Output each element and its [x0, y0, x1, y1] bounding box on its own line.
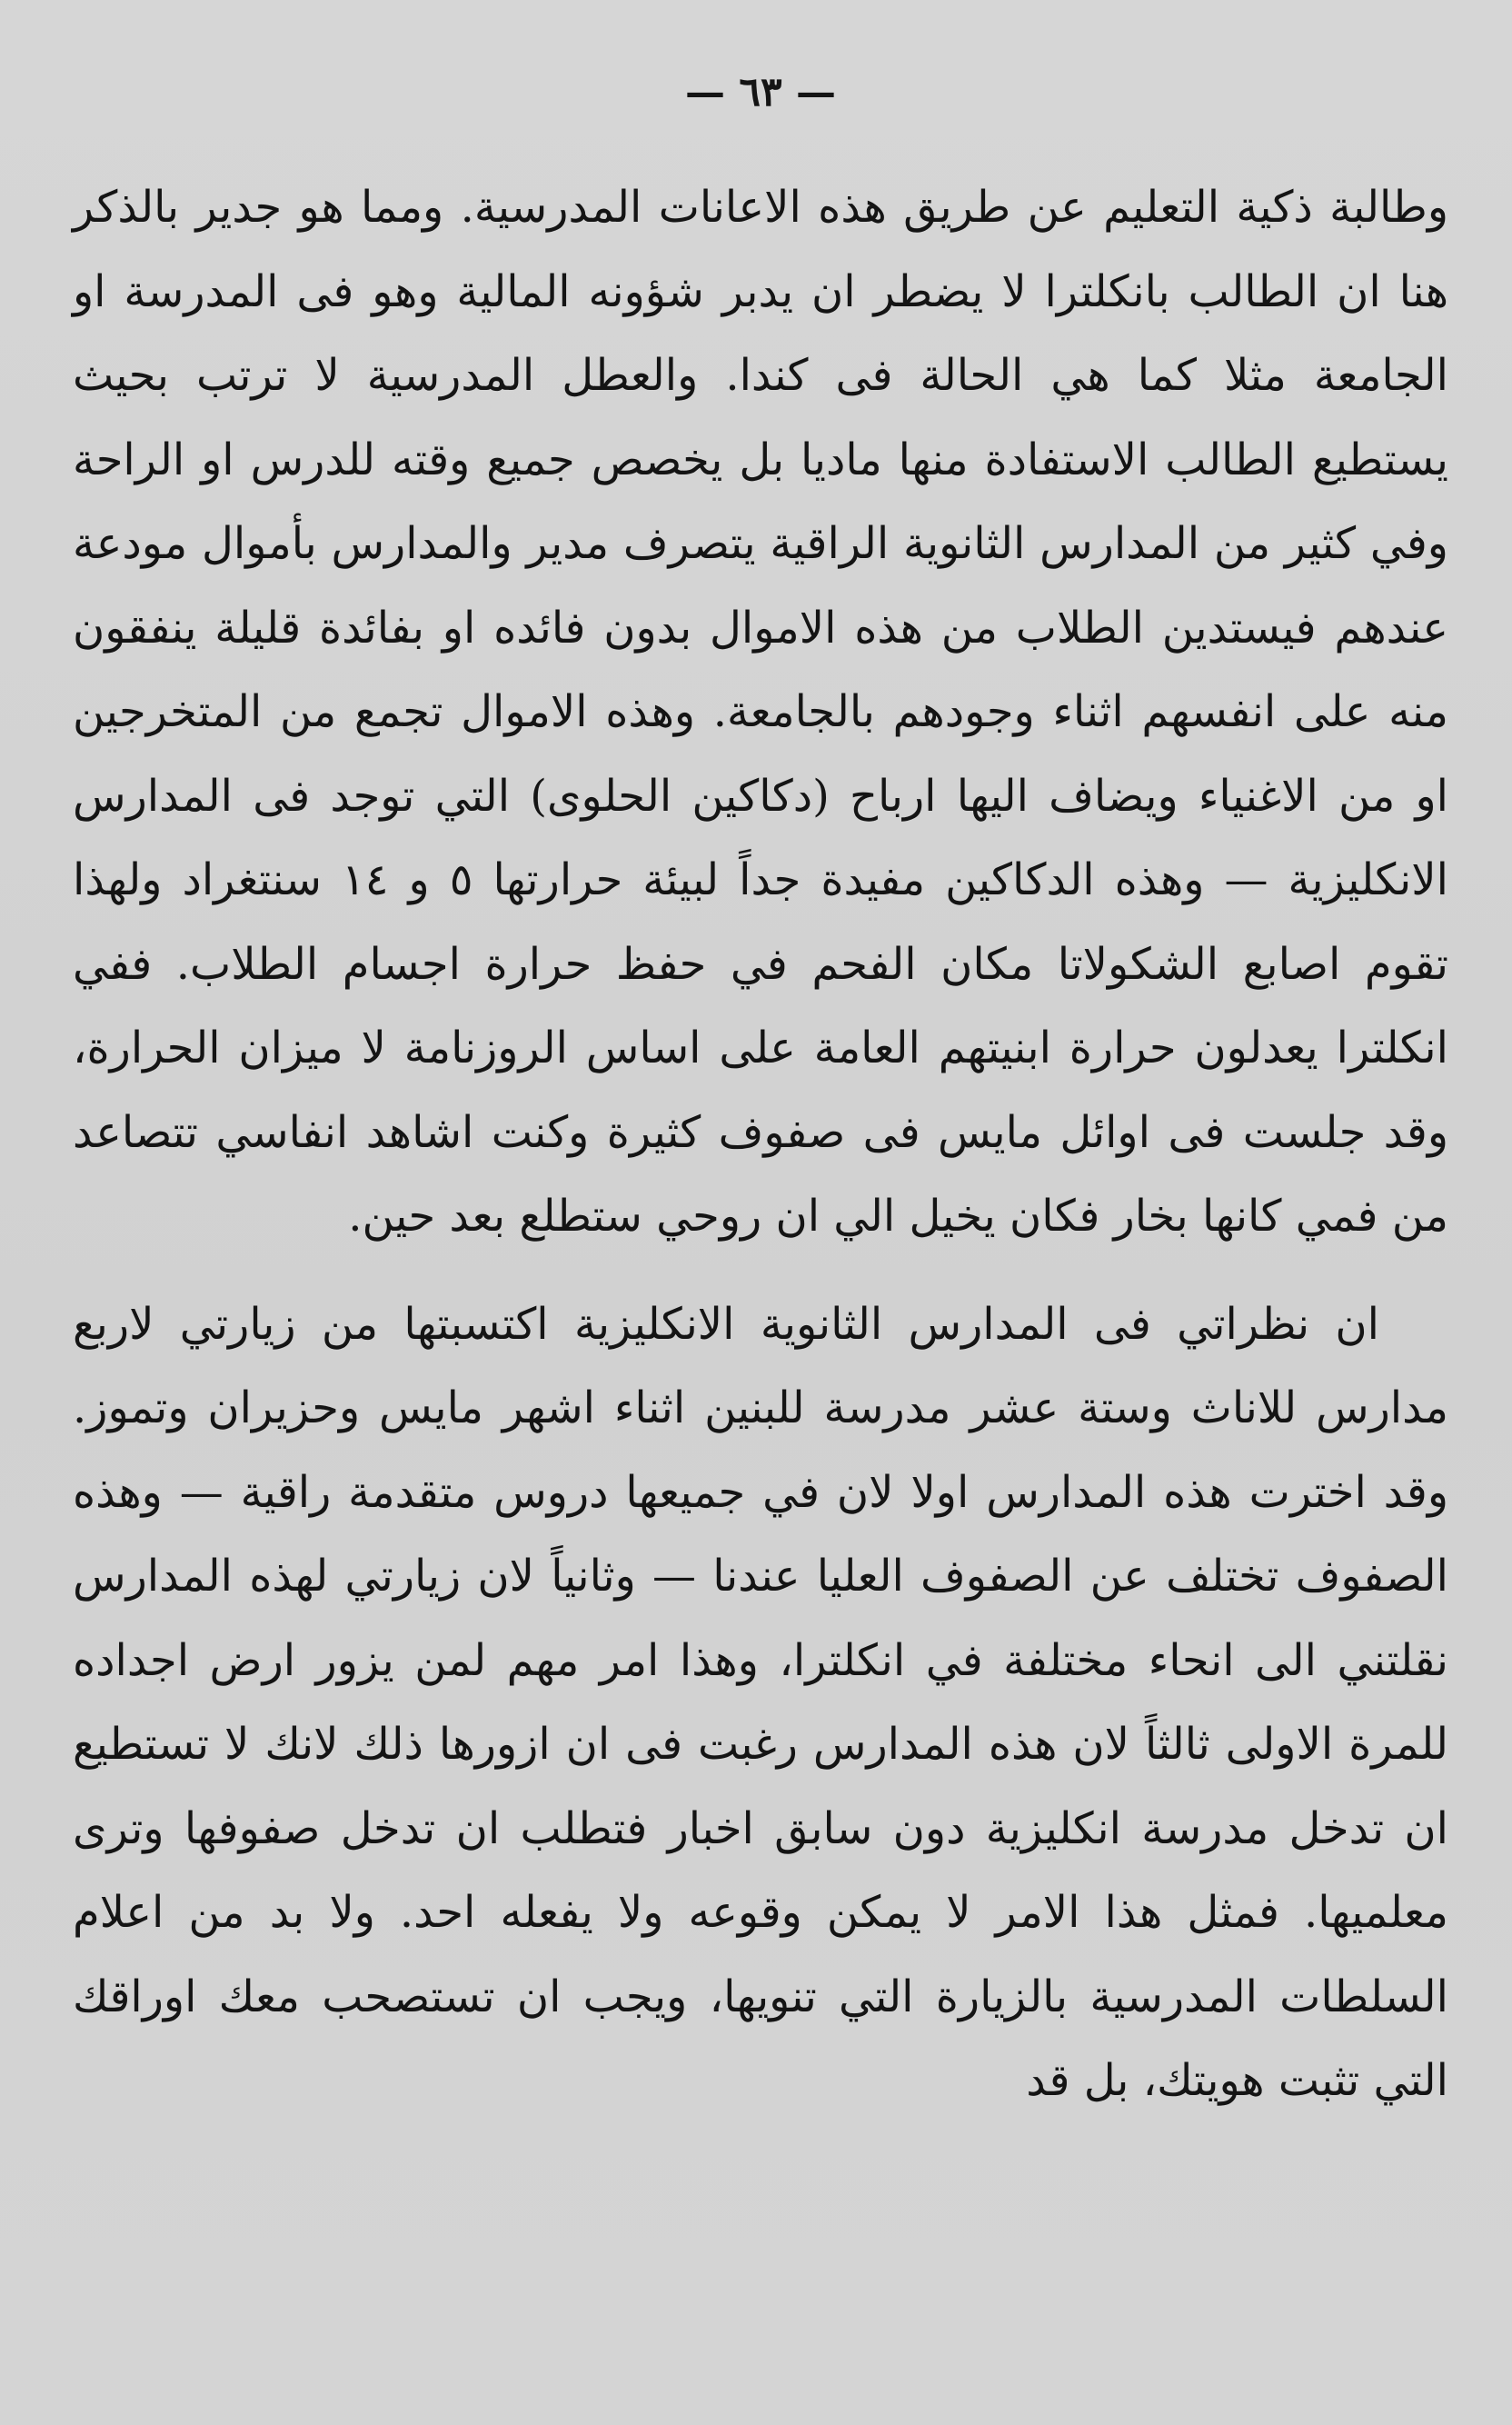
paragraph-1: وطالبة ذكية التعليم عن طريق هذه الاعانات المدرسية. ومما هو جدير بالذكر هنا ان الطالب بانكلترا لا يضطر ان يدبر شؤونه المالية وهو فى المدرسة او الجامعة مثلا كما هي الحالة فى كندا. والعطل المدرسية لا ترتب بحيث يستطيع الطالب الاستفادة منها ماديا بل يخصص جميع وقته للدرس او الراحة وفي كثير من المدارس الثانوية الراقية يتصرف مدير والمدارس بأموال مودعة عندهم فيستدين الطلاب من هذه الاموال بدون فائده او بفائدة قليلة ينفقون منه على انفسهم اثناء وجودهم بالجامعة. وهذه الاموال تجمع من المتخرجين او من الاغنياء ويضاف اليها ارباح (دكاكين الحلوى) التي توجد فى المدارس الانكليزية — وهذه الدكاكين مفيدة جداً لبيئة حرارتها ٥ و ١٤ سنتغراد ولهذا تقوم اصابع الشكولاتا مكان الفحم في حفظ حرارة اجسام الطلاب. ففي انكلترا يعدلون حرارة ابنيتهم العامة على اساس الروزنامة لا ميزان الحرارة، وقد جلست فى اوائل مايس فى صفوف كثيرة وكنت اشاهد انفاسي تتصاعد من فمي كانها بخار فكان يخيل الي ان روحي ستطلع بعد حين. [73, 182, 1449, 1242]
paragraph-2: ان نظراتي فى المدارس الثانوية الانكليزية اكتسبتها من زيارتي لاربع مدارس للاناث وستة عشر مدرسة للبنين اثناء اشهر مايس وحزيران وتموز. وقد اخترت هذه المدارس اولا لان في جميعها دروس متقدمة راقية — وهذه الصفوف تختلف عن الصفوف العليا عندنا — وثانياً لان زيارتي لهذه المدارس نقلتني الى انحاء مختلفة في انكلترا، وهذا امر مهم لمن يزور ارض اجداده للمرة الاولى ثالثاً لان هذه المدارس رغبت فى ان ازورها ذلك لانك لا تستطيع ان تدخل مدرسة انكليزية دون سابق اخبار فتطلب ان تدخل صفوفها وترى معلميها. فمثل هذا الامر لا يمكن وقوعه ولا يفعله احد. ولا بد من اعلام السلطات المدرسية بالزيارة التي تنويها، ويجب ان تستصحب معك اوراقك التي تثبت هويتك، بل قد [73, 1298, 1449, 2106]
body-text [73, 165, 1448, 2123]
page-number: — ٦٣ — [685, 69, 836, 115]
